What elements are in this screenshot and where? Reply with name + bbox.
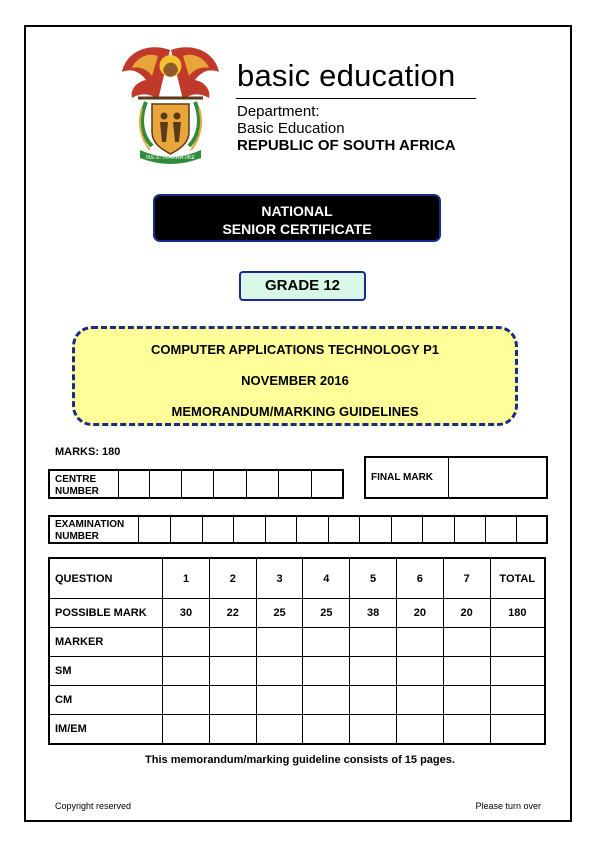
exam-number-cell[interactable]	[391, 517, 422, 542]
mark-entry-cell[interactable]	[303, 715, 350, 745]
exam-number-cell[interactable]	[265, 517, 296, 542]
mark-entry-cell[interactable]	[303, 628, 350, 657]
mark-entry-cell[interactable]	[490, 686, 545, 715]
certificate-banner	[153, 194, 441, 242]
im-em-row	[49, 715, 545, 745]
centre-number-box	[48, 469, 344, 499]
mark-entry-cell[interactable]	[163, 715, 210, 745]
cm-row-label: CM	[49, 686, 163, 715]
mark-entry-cell[interactable]	[303, 686, 350, 715]
final-mark-box	[364, 456, 548, 499]
possible-mark-value: 22	[209, 599, 256, 628]
exam-session: NOVEMBER 2016	[241, 373, 349, 388]
exam-number-cell[interactable]	[454, 517, 485, 542]
exam-number-cell[interactable]	[328, 517, 359, 542]
centre-number-cell[interactable]	[246, 471, 279, 497]
mark-entry-cell[interactable]	[163, 686, 210, 715]
mark-entry-cell[interactable]	[256, 686, 303, 715]
possible-mark-value: 20	[396, 599, 443, 628]
certificate-line-1: NATIONAL	[261, 203, 333, 219]
mark-entry-cell[interactable]	[350, 686, 397, 715]
cm-row	[49, 686, 545, 715]
mark-entry-cell[interactable]	[350, 628, 397, 657]
turn-over-note: Please turn over	[475, 801, 541, 811]
mark-entry-cell[interactable]	[396, 628, 443, 657]
motto-text: !KE E: /XARRA //KE	[145, 155, 196, 161]
mark-entry-cell[interactable]	[209, 715, 256, 745]
possible-mark-row	[49, 599, 545, 628]
exam-number-cell[interactable]	[202, 517, 233, 542]
centre-number-cell[interactable]	[213, 471, 246, 497]
mark-entry-cell[interactable]	[256, 628, 303, 657]
exam-number-cell[interactable]	[170, 517, 202, 542]
subject-title: COMPUTER APPLICATIONS TECHNOLOGY P1	[151, 342, 439, 357]
possible-mark-value: 20	[443, 599, 490, 628]
exam-number-cell[interactable]	[138, 517, 170, 542]
question-number: 2	[209, 558, 256, 599]
marker-row	[49, 628, 545, 657]
mark-entry-cell[interactable]	[490, 628, 545, 657]
country-name: REPUBLIC OF SOUTH AFRICA	[237, 137, 456, 154]
grade-badge: GRADE 12	[239, 271, 366, 301]
mark-entry-cell[interactable]	[396, 686, 443, 715]
copyright-notice: Copyright reserved	[55, 801, 132, 811]
sm-row-label: SM	[49, 657, 163, 686]
mark-entry-cell[interactable]	[256, 715, 303, 745]
possible-mark-total: 180	[490, 599, 545, 628]
exam-number-label: EXAMINATION NUMBER	[55, 519, 125, 542]
mark-entry-cell[interactable]	[163, 657, 210, 686]
question-number: 5	[350, 558, 397, 599]
question-number: 3	[256, 558, 303, 599]
mark-entry-cell[interactable]	[256, 657, 303, 686]
mark-entry-cell[interactable]	[163, 628, 210, 657]
centre-number-cell[interactable]	[118, 471, 150, 497]
sm-row	[49, 657, 545, 686]
exam-number-cell[interactable]	[296, 517, 328, 542]
exam-number-box	[48, 515, 548, 544]
im-em-row-label: IM/EM	[49, 715, 163, 745]
mark-entry-cell[interactable]	[209, 657, 256, 686]
mark-entry-cell[interactable]	[443, 628, 490, 657]
final-mark-cell[interactable]	[448, 458, 546, 497]
subject-panel	[72, 326, 518, 426]
possible-mark-value: 38	[350, 599, 397, 628]
mark-entry-cell[interactable]	[303, 657, 350, 686]
marker-row-label: MARKER	[49, 628, 163, 657]
mark-entry-cell[interactable]	[350, 715, 397, 745]
exam-number-cell[interactable]	[516, 517, 546, 542]
mark-entry-cell[interactable]	[350, 657, 397, 686]
question-number: 4	[303, 558, 350, 599]
mark-entry-cell[interactable]	[209, 628, 256, 657]
document-type: MEMORANDUM/MARKING GUIDELINES	[171, 404, 419, 419]
centre-number-cell[interactable]	[278, 471, 311, 497]
mark-entry-cell[interactable]	[490, 715, 545, 745]
question-number: 1	[163, 558, 210, 599]
mark-entry-cell[interactable]	[396, 715, 443, 745]
mark-entry-cell[interactable]	[209, 686, 256, 715]
exam-number-cell[interactable]	[359, 517, 391, 542]
department-name: Basic Education	[237, 120, 345, 137]
possible-mark-value: 25	[303, 599, 350, 628]
exam-number-cell[interactable]	[422, 517, 454, 542]
question-number: 7	[443, 558, 490, 599]
possible-mark-label: POSSIBLE MARK	[49, 599, 163, 628]
exam-number-cell[interactable]	[233, 517, 265, 542]
possible-mark-value: 30	[163, 599, 210, 628]
centre-number-cell[interactable]	[311, 471, 342, 497]
brand-title: basic education	[237, 58, 456, 93]
final-mark-label: FINAL MARK	[371, 472, 434, 483]
exam-number-cell[interactable]	[485, 517, 516, 542]
question-total-header: TOTAL	[490, 558, 545, 599]
mark-allocation-table	[48, 557, 546, 745]
mark-entry-cell[interactable]	[443, 715, 490, 745]
centre-number-label: CENTRE NUMBER	[55, 474, 99, 497]
centre-number-cell[interactable]	[181, 471, 213, 497]
mark-entry-cell[interactable]	[396, 657, 443, 686]
brand-divider	[236, 98, 476, 99]
page-count-note: This memorandum/marking guideline consists of 15 pages.	[145, 754, 455, 766]
question-label: QUESTION	[49, 558, 163, 599]
question-row	[49, 558, 545, 599]
certificate-line-2: SENIOR CERTIFICATE	[222, 221, 372, 237]
department-label: Department:	[237, 103, 320, 120]
mark-entry-cell[interactable]	[443, 657, 490, 686]
centre-number-cell[interactable]	[149, 471, 181, 497]
possible-mark-value: 25	[256, 599, 303, 628]
question-number: 6	[396, 558, 443, 599]
mark-entry-cell[interactable]	[490, 657, 545, 686]
total-marks: MARKS: 180	[55, 446, 121, 458]
mark-entry-cell[interactable]	[443, 686, 490, 715]
coat-of-arms-logo	[118, 42, 223, 164]
